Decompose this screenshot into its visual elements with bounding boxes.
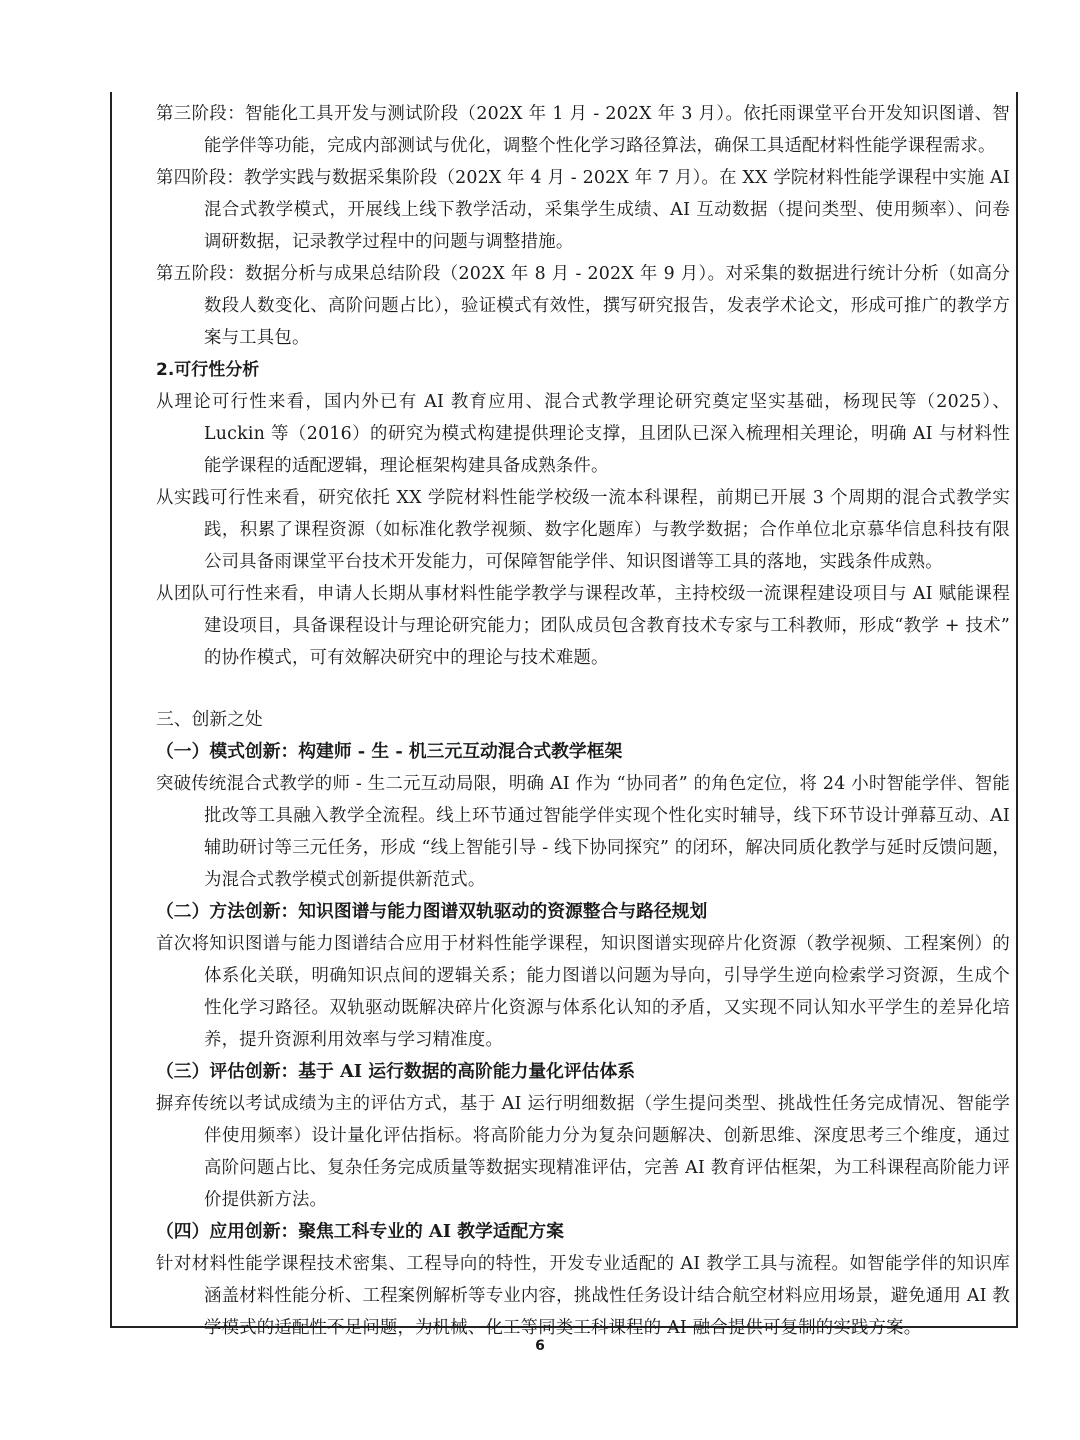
innovation-4-title: （四）应用创新：聚焦工科专业的 AI 教学适配方案 xyxy=(156,1221,564,1242)
innovation-4-body: 针对材料性能学课程技术密集、工程导向的特性，开发专业适配的 AI 教学工具与流程。如智能学伴的知识库涵盖材料性能分析、工程案例解析等专业内容，挑战性任务设计结合航空材料应用场景，避免通用 AI 教学模式的适配性不足问题，为机械、化工等同类工科课程的 AI 融合提供可复制的实践方案。 xyxy=(156,1254,1010,1338)
feasibility-heading: 2.可行性分析 xyxy=(156,360,260,380)
stage-4-paragraph: 第四阶段：教学实践与数据采集阶段（202X 年 4 月 - 202X 年 7 月）。在 XX 学院材料性能学课程中实施 AI 混合式教学模式，开展线上线下教学活动，采集学生成绩、AI 互动数据（提问类型、使用频率）、问卷调研数据，记录教学过程中的问题与调整措施。 xyxy=(156,168,1010,252)
stage-3-paragraph: 第三阶段：智能化工具开发与测试阶段（202X 年 1 月 - 202X 年 3 月）。依托雨课堂平台开发知识图谱、智能学伴等功能，完成内部测试与优化，调整个性化学习路径算法，确保工具适配材料性能学课程需求。 xyxy=(156,104,1010,156)
innovation-2-title: （二）方法创新：知识图谱与能力图谱双轨驱动的资源整合与路径规划 xyxy=(156,901,708,922)
innovation-section-heading: 三、创新之处 xyxy=(156,709,263,730)
feasibility-team-paragraph: 从团队可行性来看，申请人长期从事材料性能学教学与课程改革，主持校级一流课程建设项目与 AI 赋能课程建设项目，具备课程设计与理论研究能力；团队成员包含教育技术专家与工科教师，形成“教学 + 技术” 的协作模式，可有效解决研究中的理论与技术难题。 xyxy=(156,584,1010,668)
stage-5-paragraph: 第五阶段：数据分析与成果总结阶段（202X 年 8 月 - 202X 年 9 月）。对采集的数据进行统计分析（如高分数段人数变化、高阶问题占比），验证模式有效性，撰写研究报告，发表学术论文，形成可推广的教学方案与工具包。 xyxy=(156,264,1010,348)
innovation-3-body: 摒弃传统以考试成绩为主的评估方式，基于 AI 运行明细数据（学生提问类型、挑战性任务完成情况、智能学伴使用频率）设计量化评估指标。将高阶能力分为复杂问题解决、创新思维、深度思考三个维度，通过高阶问题占比、复杂任务完成质量等数据实现精准评估，完善 AI 教育评估框架，为工科课程高阶能力评价提供新方法。 xyxy=(156,1094,1010,1210)
document-body xyxy=(156,98,1010,1344)
innovation-3-title: （三）评估创新：基于 AI 运行数据的高阶能力量化评估体系 xyxy=(156,1061,636,1082)
innovation-1-title: （一）模式创新：构建师 - 生 - 机三元互动混合式教学框架 xyxy=(156,741,623,762)
feasibility-theory-paragraph: 从理论可行性来看，国内外已有 AI 教育应用、混合式教学理论研究奠定坚实基础，杨现民等（2025）、Luckin 等（2016）的研究为模式构建提供理论支撑，且团队已深入梳理相关理论，明确 AI 与材料性能学课程的适配逻辑，理论框架构建具备成熟条件。 xyxy=(156,392,1010,476)
page-number: 6 xyxy=(535,1338,545,1354)
feasibility-practice-paragraph: 从实践可行性来看，研究依托 XX 学院材料性能学校级一流本科课程，前期已开展 3 个周期的混合式教学实践，积累了课程资源（如标准化教学视频、数字化题库）与教学数据；合作单位北京慕华信息科技有限公司具备雨课堂平台技术开发能力，可保障智能学伴、知识图谱等工具的落地，实践条件成熟。 xyxy=(156,488,1010,572)
innovation-1-body: 突破传统混合式教学的师 - 生二元互动局限，明确 AI 作为 “协同者” 的角色定位，将 24 小时智能学伴、智能批改等工具融入教学全流程。线上环节通过智能学伴实现个性化实时辅导，线下环节设计弹幕互动、AI 辅助研讨等三元任务，形成 “线上智能引导 - 线下协同探究” 的闭环，解决同质化教学与延时反馈问题，为混合式教学模式创新提供新范式。 xyxy=(156,774,1010,890)
innovation-2-body: 首次将知识图谱与能力图谱结合应用于材料性能学课程，知识图谱实现碎片化资源（教学视频、工程案例）的体系化关联，明确知识点间的逻辑关系；能力图谱以问题为导向，引导学生逆向检索学习资源，生成个性化学习路径。双轨驱动既解决碎片化资源与体系化认知的矛盾，又实现不同认知水平学生的差异化培养，提升资源利用效率与学习精准度。 xyxy=(156,934,1010,1050)
